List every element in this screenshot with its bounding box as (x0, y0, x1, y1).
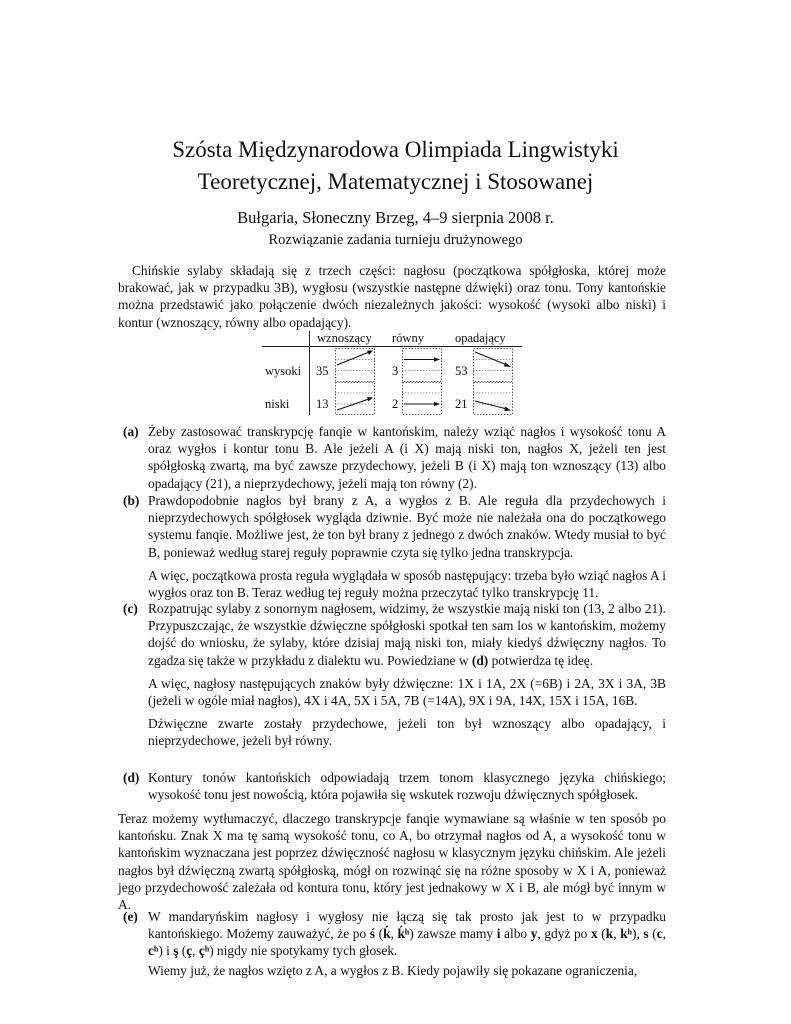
item-c-p1-end: potwierdza tę ideę. (488, 652, 594, 668)
item-b-paragraph-2: A więc, początkowa prosta reguła wyglądała w sposób następujący: trzeba było wziąć nagłos A i wygłos oraz ton B. Teraz według tej reguły można przeczytać tylko transkrypcję 11. (148, 567, 666, 601)
header-level: równy (392, 331, 424, 345)
tone-value-low-level: 2 (392, 397, 399, 411)
tone-value-low-falling: 21 (455, 397, 468, 411)
solution-item-d (118, 769, 666, 809)
phoneme-k-acute-aspirated: ḱʰ (397, 926, 410, 942)
e-text-10: ( (648, 926, 657, 942)
tone-value-low-rising: 13 (316, 397, 329, 411)
e-text-12: ) i (158, 943, 174, 959)
tone-contour-low-rising-icon (335, 382, 375, 415)
phoneme-k-aspirated: kʰ (620, 926, 632, 942)
e-text-7: ( (597, 926, 606, 942)
solution-item-e (118, 908, 666, 985)
item-c-paragraph-2: A więc, nagłosy następujących znaków były dźwięczne: 1X i 1A, 2X (=6B) i 2A, 3X i 3A, 3B (jeżeli w ogóle miał nagłos), 4X i 4A, 5X i 5A, 7B (=14A), 9X i 9A, 14X, 15X i 15A, 16B. (148, 675, 666, 709)
tone-table (262, 331, 522, 416)
explanation-text: Teraz możemy wytłumaczyć, dlaczego transkrypcje fanqie wymawiane są właśnie w ten sposób po kantońsku. Znak X ma tę samą wysokość tonu, co A, bo otrzymał nagłos od A, a wysokość tonu w kantońskim wyznaczana jest poprzez dźwięczność nagłosu w klasycznym języku chińskim. Ale jeżeli nagłos był dźwięczną zwartą spółgłoską, mógł on rozwinąć się na różne sposoby w X i A, ponieważ jego przydechowość zależała od kontura tonu, który jest jednakowy w X i B, ale mógł być innym w A. (118, 811, 666, 913)
phoneme-c-aspirated: cʰ (148, 943, 159, 959)
intro-paragraph (118, 262, 666, 331)
tone-contour-high-level-icon (402, 348, 442, 382)
item-c-paragraph-1 (148, 600, 666, 669)
event-location: Bułgaria, Słoneczny Brzeg, 4–9 sierpnia 2008 r. (237, 208, 554, 227)
solution-item-b (118, 492, 666, 607)
title-line-2: Teoretycznej, Matematycznej i Stosowanej (197, 169, 594, 194)
phoneme-c-cedilla: ç (186, 943, 193, 959)
tone-value-high-level: 3 (392, 364, 399, 378)
row-label-low: niski (265, 397, 290, 411)
e-text-13: ( (178, 943, 187, 959)
tone-contour-high-rising-icon (335, 348, 375, 382)
e-text-9: ), (632, 926, 644, 942)
title-line-1: Szósta Międzynarodowa Olimpiada Lingwistyki (172, 137, 619, 162)
table-horizontal-rule (262, 346, 522, 347)
e-text-4: ) zawsze mamy (409, 926, 497, 942)
phoneme-i: i (496, 926, 501, 942)
item-d-paragraph: Kontury tonów kantońskich odpowiadają trzem tonom klasycznego języka chińskiego; wysokość tonu jest nowością, która pojawiła się wskutek rozwoju dźwięcznych spółgłosek. (148, 770, 666, 803)
solution-item-a (118, 423, 666, 498)
item-b-paragraph-1: Prawdopodobnie nagłos był brany z A, a wygłos z B. Ale reguła dla przydechowych i nieprzydechowych spółgłosek wygląda dziwnie. Być może nie należała ona do początkowego systemu fanqie. Możliwe jest, że ton był brany z jednego z dwóch znaków. Wtedy musiał to być B, ponieważ według starej reguły poprawnie czyta się tylko jedna transkrypcja. (148, 493, 666, 560)
intro-text: Chińskie sylaby składają się z trzech części: nagłosu (początkowa spółgłoska, której może brakować, jak w przypadku 3B), wygłosu (wszystkie następne dźwięki) oraz tonu. Tony kantońskie można przedstawić jako połączenie dwóch niezależnych jakości: wysokość (wysoki albo niski) i kontur (wznoszący, równy albo opadający). (118, 263, 666, 330)
e-text-15: ) nigdy nie spotykamy tych głosek. (209, 943, 398, 959)
e-text-3: , (390, 926, 398, 942)
row-label-high: wysoki (265, 364, 302, 378)
e-text-14: , (192, 943, 199, 959)
e-text-5: albo (500, 926, 531, 942)
tone-contour-low-level-icon (402, 382, 442, 415)
tone-value-high-rising: 35 (316, 364, 329, 378)
document-subtitle: Rozwiązanie zadania turnieju drużynowego (268, 232, 523, 248)
item-c-paragraph-3: Dźwięczne zwarte zostały przydechowe, jeżeli ton był wznoszący albo opadający, i nieprzydechowe, jeżeli był równy. (148, 716, 666, 749)
item-e-paragraph-1 (148, 908, 666, 960)
e-text-6: , gdyż po (537, 926, 591, 942)
header-falling: opadający (455, 331, 506, 345)
document-title (0, 134, 791, 198)
phoneme-k-acute: ḱ (383, 926, 391, 942)
item-a-paragraph: Żeby zastosować transkrypcję fanqie w kantońskim, należy wziąć nagłos i wysokość tonu A oraz wygłos i kontur tonu B. Ale jeżeli A (i X) mają niski ton, nagłos X, jeżeli ten jest spółgłoską zwartą, ma być zawsze przydechowy, jeżeli B (i X) mają ton wznoszący (13) albo opadający (21), a nieprzydechowy, jeżeli mają ton równy (2). (148, 424, 666, 491)
phoneme-k: k (605, 926, 614, 942)
e-text-11: , (662, 926, 667, 942)
e-text-2: ( (375, 926, 384, 942)
item-c-reference-d: (d) (471, 652, 489, 668)
item-c-p1-text: Rozpatrując sylaby z sonornym nagłosem, widzimy, że wszystkie mają niski ton (13, 2 albo 21). Przypuszczając, że wszystkie dźwięczne spółgłoski spotkał ten sam los w kantońskim, możemy dojść do wniosku, że sylaby, które dzisiaj mają niski ton, miały kiedyś dźwięczny nagłos. To zgadza się także w przykładu z dialektu wu. Powiedziane w (148, 601, 666, 668)
solution-item-c (118, 600, 666, 756)
phoneme-s-cedilla: ş (173, 943, 179, 959)
item-label-c: (c) (123, 601, 138, 616)
header-rising: wznoszący (317, 331, 372, 345)
table-vertical-rule (309, 331, 310, 415)
item-label-e: (e) (123, 909, 138, 924)
item-label-a: (a) (123, 424, 139, 439)
phoneme-x: x (591, 926, 598, 942)
item-label-d: (d) (123, 770, 140, 785)
tone-contour-low-falling-icon (473, 382, 513, 415)
phoneme-s: s (643, 926, 649, 942)
item-label-b: (b) (123, 493, 140, 508)
e-text-8: , (613, 926, 621, 942)
tone-value-high-falling: 53 (455, 364, 468, 378)
phoneme-c: c (656, 926, 663, 942)
phoneme-y: y (530, 926, 538, 942)
e-text-1: W mandaryńskim nagłosy i wygłosy nie łączą się tak prosto jak jest to w przypadku kantońskiego. Możemy zauważyć, że po (148, 909, 666, 942)
item-e-paragraph-2: Wiemy już, że nagłos wzięto z A, a wygłos z B. Kiedy pojawiły się pokazane ograniczenia, (148, 962, 638, 978)
tone-contour-high-falling-icon (473, 348, 513, 382)
phoneme-s-acute: ś (369, 926, 375, 942)
phoneme-c-cedilla-aspirated: çʰ (198, 943, 210, 959)
explanation-paragraph (118, 810, 666, 913)
